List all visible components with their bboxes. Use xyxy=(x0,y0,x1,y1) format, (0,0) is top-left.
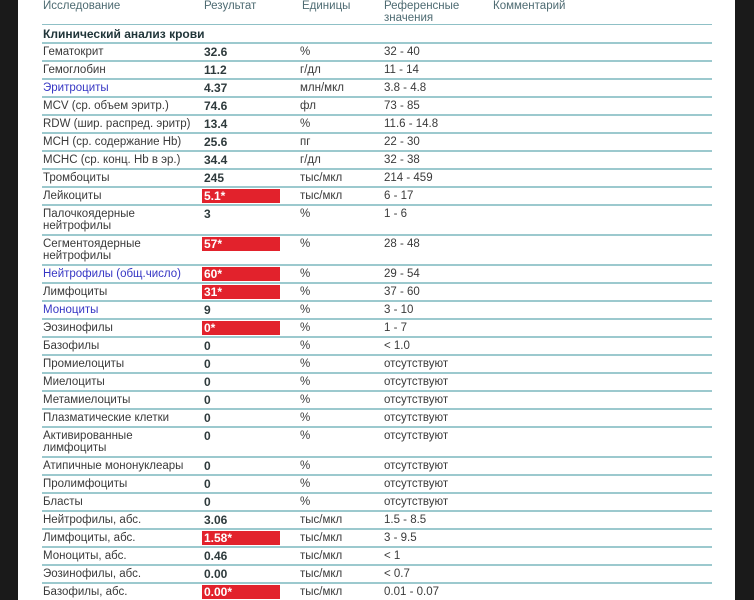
units: % xyxy=(300,268,311,280)
result-value: 245 xyxy=(204,171,225,185)
test-name: Метамиелоциты xyxy=(43,394,131,406)
table-row xyxy=(42,116,712,134)
result-value-flagged: 0.00* xyxy=(202,585,280,599)
reference-range: 214 - 459 xyxy=(384,172,433,184)
result-value-flagged: 31* xyxy=(202,285,280,299)
table-row xyxy=(42,548,712,566)
units: % xyxy=(300,358,311,370)
test-name-link[interactable]: Моноциты xyxy=(43,304,99,316)
units: тыс/мкл xyxy=(300,568,343,580)
units: тыс/мкл xyxy=(300,514,343,526)
units: % xyxy=(300,460,311,472)
units: тыс/мкл xyxy=(300,532,343,544)
test-name: MCHC (ср. конц. Hb в эр.) xyxy=(43,154,181,166)
result-value-flagged: 57* xyxy=(202,237,280,251)
test-name: MCV (ср. объем эритр.) xyxy=(43,100,169,112)
header-comment: Комментарий xyxy=(493,0,566,12)
units: % xyxy=(300,208,311,220)
result-value: 74.6 xyxy=(204,99,228,113)
table-row xyxy=(42,356,712,374)
result-value: 9 xyxy=(204,303,211,317)
table-row xyxy=(42,494,712,512)
table-header xyxy=(42,0,712,25)
table-row xyxy=(42,530,712,548)
reference-range: 29 - 54 xyxy=(384,268,420,280)
test-name: Гемоглобин xyxy=(43,64,106,76)
units: г/дл xyxy=(300,64,321,76)
test-name: Атипичные мононуклеары xyxy=(43,460,184,472)
test-name: MCH (ср. содержание Hb) xyxy=(43,136,182,148)
result-value: 0 xyxy=(204,339,211,353)
units: % xyxy=(300,478,311,490)
result-value: 0 xyxy=(204,495,211,509)
table-row xyxy=(42,44,712,62)
table-row xyxy=(42,236,712,266)
test-name: Эозинофилы xyxy=(43,322,113,334)
reference-range: 1 - 7 xyxy=(384,322,408,334)
reference-range: отсутствуют xyxy=(384,460,449,472)
table-row xyxy=(42,98,712,116)
result-value: 13.4 xyxy=(204,117,228,131)
units: % xyxy=(300,322,311,334)
test-name: Сегментоядерные нейтрофилы xyxy=(43,238,141,262)
table-row xyxy=(42,566,712,584)
header-reference: Референсные значения xyxy=(384,0,460,24)
result-value-flagged: 60* xyxy=(202,267,280,281)
result-value: 0 xyxy=(204,375,211,389)
units: % xyxy=(300,304,311,316)
test-name: Бласты xyxy=(43,496,83,508)
reference-range: 3 - 10 xyxy=(384,304,414,316)
table-row xyxy=(42,284,712,302)
units: г/дл xyxy=(300,154,321,166)
result-value: 0 xyxy=(204,429,211,443)
result-value: 11.2 xyxy=(204,63,227,77)
units: % xyxy=(300,412,311,424)
result-value: 0 xyxy=(204,477,211,491)
table-row xyxy=(42,338,712,356)
table-row xyxy=(42,302,712,320)
table-row xyxy=(42,170,712,188)
result-value: 34.4 xyxy=(204,153,228,167)
units: % xyxy=(300,238,311,250)
units: % xyxy=(300,118,311,130)
test-name: Промиелоциты xyxy=(43,358,125,370)
test-name: Лимфоциты, абс. xyxy=(43,532,136,544)
table-row xyxy=(42,476,712,494)
units: % xyxy=(300,496,311,508)
units: % xyxy=(300,376,311,388)
table-row xyxy=(42,410,712,428)
result-value: 0.00 xyxy=(204,567,228,581)
reference-range: 6 - 17 xyxy=(384,190,414,202)
results-table xyxy=(42,26,712,600)
table-row xyxy=(42,134,712,152)
reference-range: 32 - 38 xyxy=(384,154,420,166)
reference-range: 22 - 30 xyxy=(384,136,420,148)
table-row xyxy=(42,152,712,170)
test-name: Палочкоядерные нейтрофилы xyxy=(43,208,135,232)
result-value: 0.46 xyxy=(204,549,228,563)
result-value: 0 xyxy=(204,459,211,473)
header-result: Результат xyxy=(204,0,257,12)
test-name: Базофилы, абс. xyxy=(43,586,128,598)
result-value-flagged: 1.58* xyxy=(202,531,280,545)
result-value: 0 xyxy=(204,411,211,425)
reference-range: отсутствуют xyxy=(384,376,449,388)
units: млн/мкл xyxy=(300,82,344,94)
reference-range: отсутствуют xyxy=(384,394,449,406)
reference-range: 37 - 60 xyxy=(384,286,420,298)
header-units: Единицы xyxy=(302,0,351,12)
table-row xyxy=(42,512,712,530)
test-name: Миелоциты xyxy=(43,376,105,388)
section-title: Клинический анализ крови xyxy=(43,27,205,41)
reference-range: 3.8 - 4.8 xyxy=(384,82,427,94)
units: % xyxy=(300,394,311,406)
units: тыс/мкл xyxy=(300,550,343,562)
units: тыс/мкл xyxy=(300,172,343,184)
reference-range: 1.5 - 8.5 xyxy=(384,514,427,526)
units: % xyxy=(300,46,311,58)
units: % xyxy=(300,340,311,352)
table-row xyxy=(42,458,712,476)
test-name: Базофилы xyxy=(43,340,100,352)
test-name: Моноциты, абс. xyxy=(43,550,127,562)
reference-range: отсутствуют xyxy=(384,358,449,370)
reference-range: отсутствуют xyxy=(384,496,449,508)
result-value: 4.37 xyxy=(204,81,228,95)
test-name: RDW (шир. распред. эритр) xyxy=(43,118,191,130)
reference-range: отсутствуют xyxy=(384,478,449,490)
test-name: Эозинофилы, абс. xyxy=(43,568,142,580)
reference-range: < 1.0 xyxy=(384,340,410,352)
test-name: Пролимфоциты xyxy=(43,478,128,490)
result-value: 3.06 xyxy=(204,513,228,527)
reference-range: 0.01 - 0.07 xyxy=(384,586,439,598)
result-value: 32.6 xyxy=(204,45,228,59)
report-page xyxy=(18,0,735,600)
result-value: 25.6 xyxy=(204,135,228,149)
reference-range: < 0.7 xyxy=(384,568,410,580)
test-name: Активированные лимфоциты xyxy=(43,430,133,454)
reference-range: 3 - 9.5 xyxy=(384,532,417,544)
test-name: Плазматические клетки xyxy=(43,412,170,424)
result-value: 3 xyxy=(204,207,211,221)
result-value-flagged: 0* xyxy=(202,321,280,335)
header-name: Исследование xyxy=(43,0,121,12)
test-name: Нейтрофилы, абс. xyxy=(43,514,142,526)
table-row xyxy=(42,584,712,600)
table-row xyxy=(42,320,712,338)
test-name: Тромбоциты xyxy=(43,172,110,184)
units: % xyxy=(300,286,311,298)
test-name-link[interactable]: Эритроциты xyxy=(43,82,109,94)
reference-range: отсутствуют xyxy=(384,430,449,442)
section-title-row xyxy=(42,26,712,44)
result-value: 0 xyxy=(204,357,211,371)
reference-range: 11.6 - 14.8 xyxy=(384,118,439,130)
reference-range: отсутствуют xyxy=(384,412,449,424)
units: пг xyxy=(300,136,311,148)
reference-range: 1 - 6 xyxy=(384,208,408,220)
table-row xyxy=(42,188,712,206)
table-row xyxy=(42,206,712,236)
reference-range: 11 - 14 xyxy=(384,64,419,76)
units: тыс/мкл xyxy=(300,586,343,598)
reference-range: < 1 xyxy=(384,550,401,562)
units: % xyxy=(300,430,311,442)
reference-range: 28 - 48 xyxy=(384,238,420,250)
table-row xyxy=(42,266,712,284)
reference-range: 32 - 40 xyxy=(384,46,420,58)
table-row xyxy=(42,392,712,410)
reference-range: 73 - 85 xyxy=(384,100,420,112)
result-value: 0 xyxy=(204,393,211,407)
table-row xyxy=(42,80,712,98)
table-row xyxy=(42,428,712,458)
test-name: Лейкоциты xyxy=(43,190,102,202)
test-name: Гематокрит xyxy=(43,46,104,58)
test-name: Лимфоциты xyxy=(43,286,108,298)
test-name-link[interactable]: Нейтрофилы (общ.число) xyxy=(43,268,181,280)
units: фл xyxy=(300,100,316,112)
units: тыс/мкл xyxy=(300,190,343,202)
table-row xyxy=(42,62,712,80)
table-row xyxy=(42,374,712,392)
result-value-flagged: 5.1* xyxy=(202,189,280,203)
